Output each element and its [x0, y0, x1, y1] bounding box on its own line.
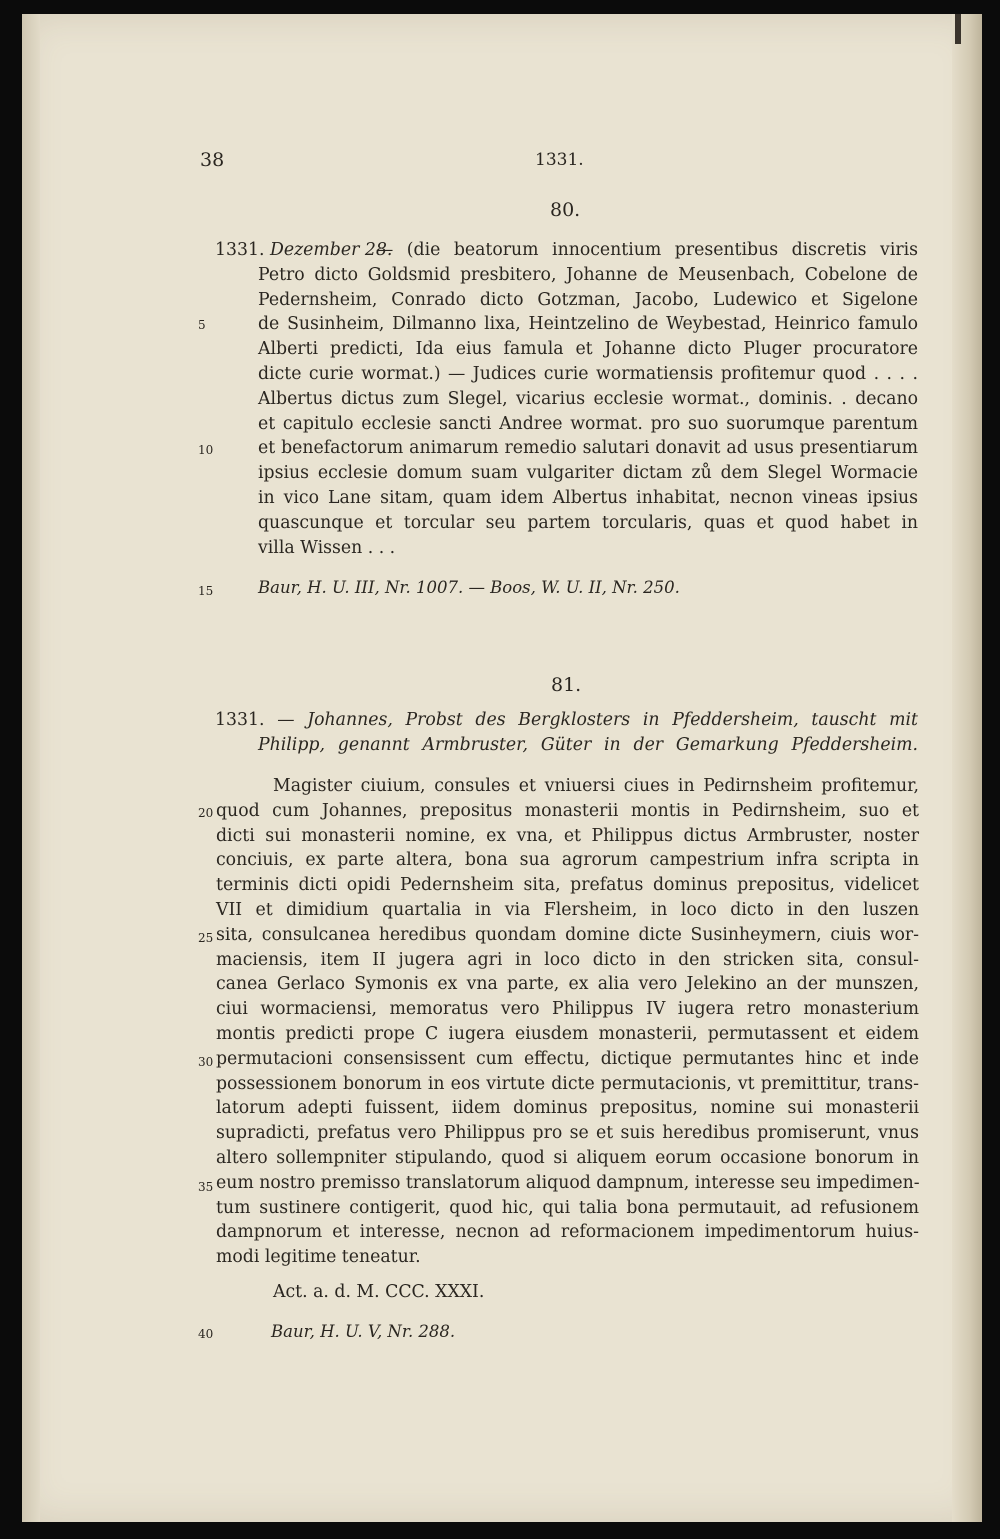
text-line: supradicti, prefatus vero Philippus pro se et suis heredibus promiserunt, vnus [216, 1123, 919, 1144]
text-line: maciensis, item II jugera agri in loco dicto in den stricken sita, consul- [216, 949, 919, 970]
text-line: et benefactorum animarum remedio salutari donavit ad usus presentiarum [258, 438, 918, 459]
text-line: ipsius ecclesie domum suam vulgariter dictam zů dem Slegel Wormacie [258, 463, 918, 484]
document-80-text [258, 238, 918, 560]
document-80-number: 80. [550, 199, 581, 221]
text-line: canea Gerlaco Symonis ex vna parte, ex alia vero Jelekino an der munszen, [216, 974, 919, 995]
text-line: latorum adepti fuissent, iidem dominus prepositus, nomine sui monasterii [216, 1098, 919, 1119]
document-81-heading [215, 708, 918, 758]
text-line: villa Wissen . . . [258, 537, 396, 558]
document-80-reference: Baur, H. U. III, Nr. 1007. — Boos, W. U. II, Nr. 250. [258, 578, 680, 597]
text-line: eum nostro premisso translatorum aliquod dampnum, interesse seu impedimen- [216, 1172, 920, 1193]
text-line: Alberti predicti, Ida eius famula et Johanne dicto Pluger procuratore [258, 339, 918, 360]
line-number: 25 [198, 931, 214, 945]
text-line: et capitulo ecclesie sancti Andree wormat. pro suo suorumque parentum [258, 413, 918, 434]
text-line: modi legitime teneatur. [216, 1247, 421, 1268]
text-line: Petro dicto Goldsmid presbitero, Johanne de Meusenbach, Cobelone de [258, 264, 918, 285]
text-line: in vico Lane sitam, quam idem Albertus inhabitat, necnon vineas ipsius [258, 487, 918, 508]
document-80-year: 1331. [215, 240, 265, 260]
text-line: altero sollempniter stipulando, quod si aliquem eorum occasione bonorum in [216, 1147, 919, 1168]
text-line: montis predicti prope C iugera eiusdem monasterii, permutassent et eidem [216, 1023, 919, 1044]
text-line: Pedernsheim, Conrado dicto Gotzman, Jacobo, Ludewico et Sigelone [258, 289, 918, 310]
document-81-title-1: — Johannes, Probst des Bergklosters in Pfeddersheim, tauscht mit [277, 710, 918, 730]
document-81-number: 81. [551, 674, 582, 696]
line-number: 30 [198, 1055, 214, 1069]
document-80-month: Dezember 28. [269, 240, 393, 260]
page-left-edge [22, 14, 40, 1522]
running-head: 1331. [535, 150, 584, 170]
text-line: ciui wormaciensi, memoratus vero Philippus IV iugera retro monasterium [216, 999, 919, 1020]
text-line: possessionem bonorum in eos virtute dicte permutacionis, vt premittitur, trans- [216, 1073, 919, 1094]
heading-line [215, 708, 918, 733]
text-line: tum sustinere contigerit, quod hic, qui talia bona permutauit, ad refusionem [216, 1197, 919, 1218]
heading-line [215, 733, 918, 758]
text-line: VII et dimidium quartalia in via Flersheim, in loco dicto in den luszen [216, 899, 919, 920]
line-number: 40 [198, 1327, 214, 1341]
line-number: 15 [198, 584, 214, 598]
text-line: de Susinheim, Dilmanno lixa, Heintzelino de Weybestad, Heinrico famulo [258, 314, 918, 335]
text-line: conciuis, ex parte altera, bona sua agrorum campestrium infra scripta in [216, 850, 919, 871]
text-line: sita, consulcanea heredibus quondam domine dicte Susinheymern, ciuis wor- [216, 924, 919, 945]
line-number: 5 [198, 318, 206, 332]
text-line: dicti sui monasterii nomine, ex vna, et Philippus dictus Armbruster, noster [216, 825, 919, 846]
document-81-reference: Baur, H. U. V, Nr. 288. [271, 1322, 456, 1341]
text-line: permutacioni consensissent cum effectu, dictique permutantes hinc et inde [216, 1048, 919, 1069]
spine-mark [955, 14, 961, 44]
document-81-title-2: Philipp, genannt Armbruster, Güter in der Gemarkung Pfeddersheim. [258, 734, 918, 755]
document-81-year: 1331. [215, 710, 265, 730]
document-81-text [216, 774, 919, 1270]
text-line: dicte curie wormat.) — Judices curie wormatiensis profitemur quod . . . . [258, 363, 918, 384]
line-number: 35 [198, 1180, 214, 1194]
line-number: 10 [198, 443, 214, 457]
text-line: Albertus dictus zum Slegel, vicarius ecclesie wormat., dominis. . decano [258, 388, 918, 409]
text-line: — (die beatorum innocentium presentibus discretis viris [376, 240, 918, 260]
text-line: quod cum Johannes, prepositus monasterii montis in Pedirnsheim, suo et [216, 800, 919, 821]
text-line: Magister ciuium, consules et vniuersi ciues in Pedirnsheim profitemur, [273, 776, 919, 796]
page-right-edge [952, 14, 982, 1522]
page-number: 38 [200, 149, 225, 171]
text-line: quascunque et torcular seu partem torcularis, quas et quod habet in [258, 512, 918, 533]
text-line: terminis dicti opidi Pedernsheim sita, prefatus dominus prepositus, videlicet [216, 875, 919, 896]
text-line: dampnorum et interesse, necnon ad reformacionem impedimentorum huius- [216, 1222, 919, 1243]
line-number: 20 [198, 806, 214, 820]
document-81-dating: Act. a. d. M. CCC. XXXI. [273, 1282, 485, 1302]
